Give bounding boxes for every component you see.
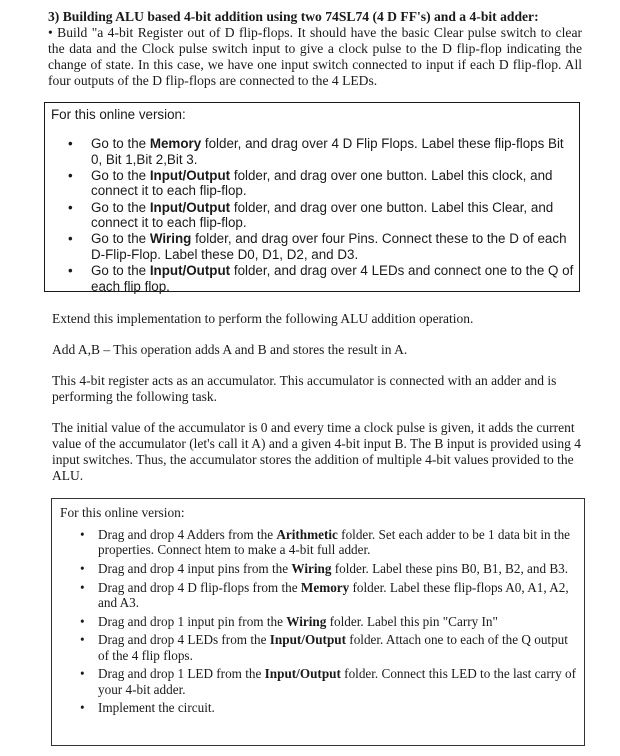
section-title: 3) Building ALU based 4-bit addition using two 74SL74 (4 D FF's) and a 4-bit adder: <box>48 9 539 24</box>
online-version-box-2 <box>51 498 585 746</box>
bullet-icon: • <box>80 527 85 542</box>
item-text-pre: Drag and drop 1 input pin from the <box>98 613 287 629</box>
item-folder-name: Input/Output <box>149 167 231 183</box>
list-item <box>65 231 575 262</box>
item-folder-name: Input/Output <box>149 199 231 215</box>
bullet-icon: • <box>80 700 85 716</box>
item-text-post: folder, and drag over one button. Label this Clear, and connect it to each flip-flop. <box>91 199 554 231</box>
item-text-post: folder, and drag over 4 D Flip Flops. Label these flip-flops Bit 0, Bit 1,Bit 2,Bit 3. <box>91 136 564 167</box>
item-text-post: folder. Label these pins B0, B1, B2, and B3. <box>331 561 569 576</box>
item-text-pre: Implement the circuit. <box>98 700 215 716</box>
item-text-pre: Go to the <box>91 136 150 151</box>
list-item <box>78 580 578 611</box>
section-intro: • Build "a 4-bit Register out of D flip-flops. It should have the basic Clear pulse switch to clear the data and the Clock pulse switch input to give a clock pulse to the D flip-flop indicating the change of state. In this case, we have one input switch connected to input if each D flip-flop. All four outputs of the D flip-flops are connected to the 4 LEDs. <box>48 25 582 88</box>
item-text-pre: Drag and drop 4 LEDs from the <box>98 632 270 648</box>
item-text-post: folder. Attach one to each of the Q output of the 4 flip flops. <box>98 632 568 663</box>
item-text-pre: Drag and drop 1 LED from the <box>98 666 265 682</box>
list-item <box>65 200 575 231</box>
paragraph-add-operation: Add A,B – This operation adds A and B and stores the result in A. <box>52 342 408 357</box>
box-1-list <box>65 136 575 295</box>
item-folder-name: Arithmetic <box>276 527 338 542</box>
box-1-heading: For this online version: <box>51 107 186 122</box>
item-text-post: folder. Connect this LED to the last carry of your 4-bit adder. <box>98 666 576 697</box>
item-text-pre: Drag and drop 4 D flip-flops from the <box>98 579 301 595</box>
box-2-list <box>78 527 578 719</box>
item-text-pre: Drag and drop 4 Adders from the <box>98 527 277 542</box>
bullet-icon: • <box>68 231 73 247</box>
bullet-icon: • <box>80 561 85 576</box>
list-item <box>78 614 578 629</box>
list-item <box>78 632 578 663</box>
bullet-icon: • <box>80 579 85 595</box>
item-text-pre: Go to the <box>91 263 150 279</box>
box-2-heading: For this online version: <box>60 505 185 520</box>
item-folder-name: Input/Output <box>264 666 341 682</box>
item-folder-name: Memory <box>149 136 202 151</box>
item-folder-name: Wiring <box>286 613 327 629</box>
section-header <box>48 9 582 89</box>
bullet-icon: • <box>68 199 73 215</box>
item-text-post: folder, and drag over four Pins. Connect these to the D of each D-Flip-Flop. Label these D0, D1, D2, and D3. <box>91 231 567 262</box>
paragraph-accumulator: This 4-bit register acts as an accumulator. This accumulator is connected with an adder and is performing the following task. <box>52 373 557 404</box>
item-text-post: folder. Label this pin "Carry In" <box>326 613 498 629</box>
item-text-pre: Go to the <box>91 167 150 183</box>
bullet-icon: • <box>80 666 85 682</box>
list-item <box>78 561 578 576</box>
bullet-icon: • <box>68 136 73 151</box>
list-item <box>65 168 575 199</box>
list-item <box>65 263 575 294</box>
paragraph-initial-value: The initial value of the accumulator is 0 and every time a clock pulse is given, it adds the current value of the accumulator (let's call it A) and a given 4-bit input B. The B input is provided using 4 input switches. Thus, the accumulator stores the addition of multiple 4-bit values provided to the ALU. <box>52 420 581 483</box>
online-version-box-1 <box>44 102 580 292</box>
item-folder-name: Memory <box>300 579 350 595</box>
item-folder-name: Wiring <box>291 561 332 576</box>
item-text-post: folder. Set each adder to be 1 data bit in the properties. Connect htem to make a 4-bit full adder. <box>98 527 571 558</box>
item-text-post: folder. Label these flip-flops A0, A1, A2, and A3. <box>98 579 569 610</box>
list-item <box>78 527 578 558</box>
item-text-pre: Go to the <box>91 199 150 215</box>
list-item <box>78 700 578 715</box>
list-item <box>65 136 575 167</box>
bullet-icon: • <box>68 263 73 279</box>
list-item <box>78 666 578 697</box>
item-folder-name: Input/Output <box>149 263 231 279</box>
bullet-icon: • <box>80 613 85 629</box>
item-text-pre: Go to the <box>91 231 150 247</box>
item-folder-name: Wiring <box>149 231 192 247</box>
paragraph-extend: Extend this implementation to perform the following ALU addition operation. <box>52 311 474 326</box>
item-folder-name: Input/Output <box>269 632 346 648</box>
item-text-pre: Drag and drop 4 input pins from the <box>98 561 292 576</box>
item-text-post: folder, and drag over one button. Label this clock, and connect it to each flip-flop. <box>91 167 553 199</box>
bullet-icon: • <box>80 632 85 648</box>
item-text-post: folder, and drag over 4 LEDs and connect one to the Q of each flip flop. <box>91 263 574 294</box>
bullet-icon: • <box>68 167 73 183</box>
